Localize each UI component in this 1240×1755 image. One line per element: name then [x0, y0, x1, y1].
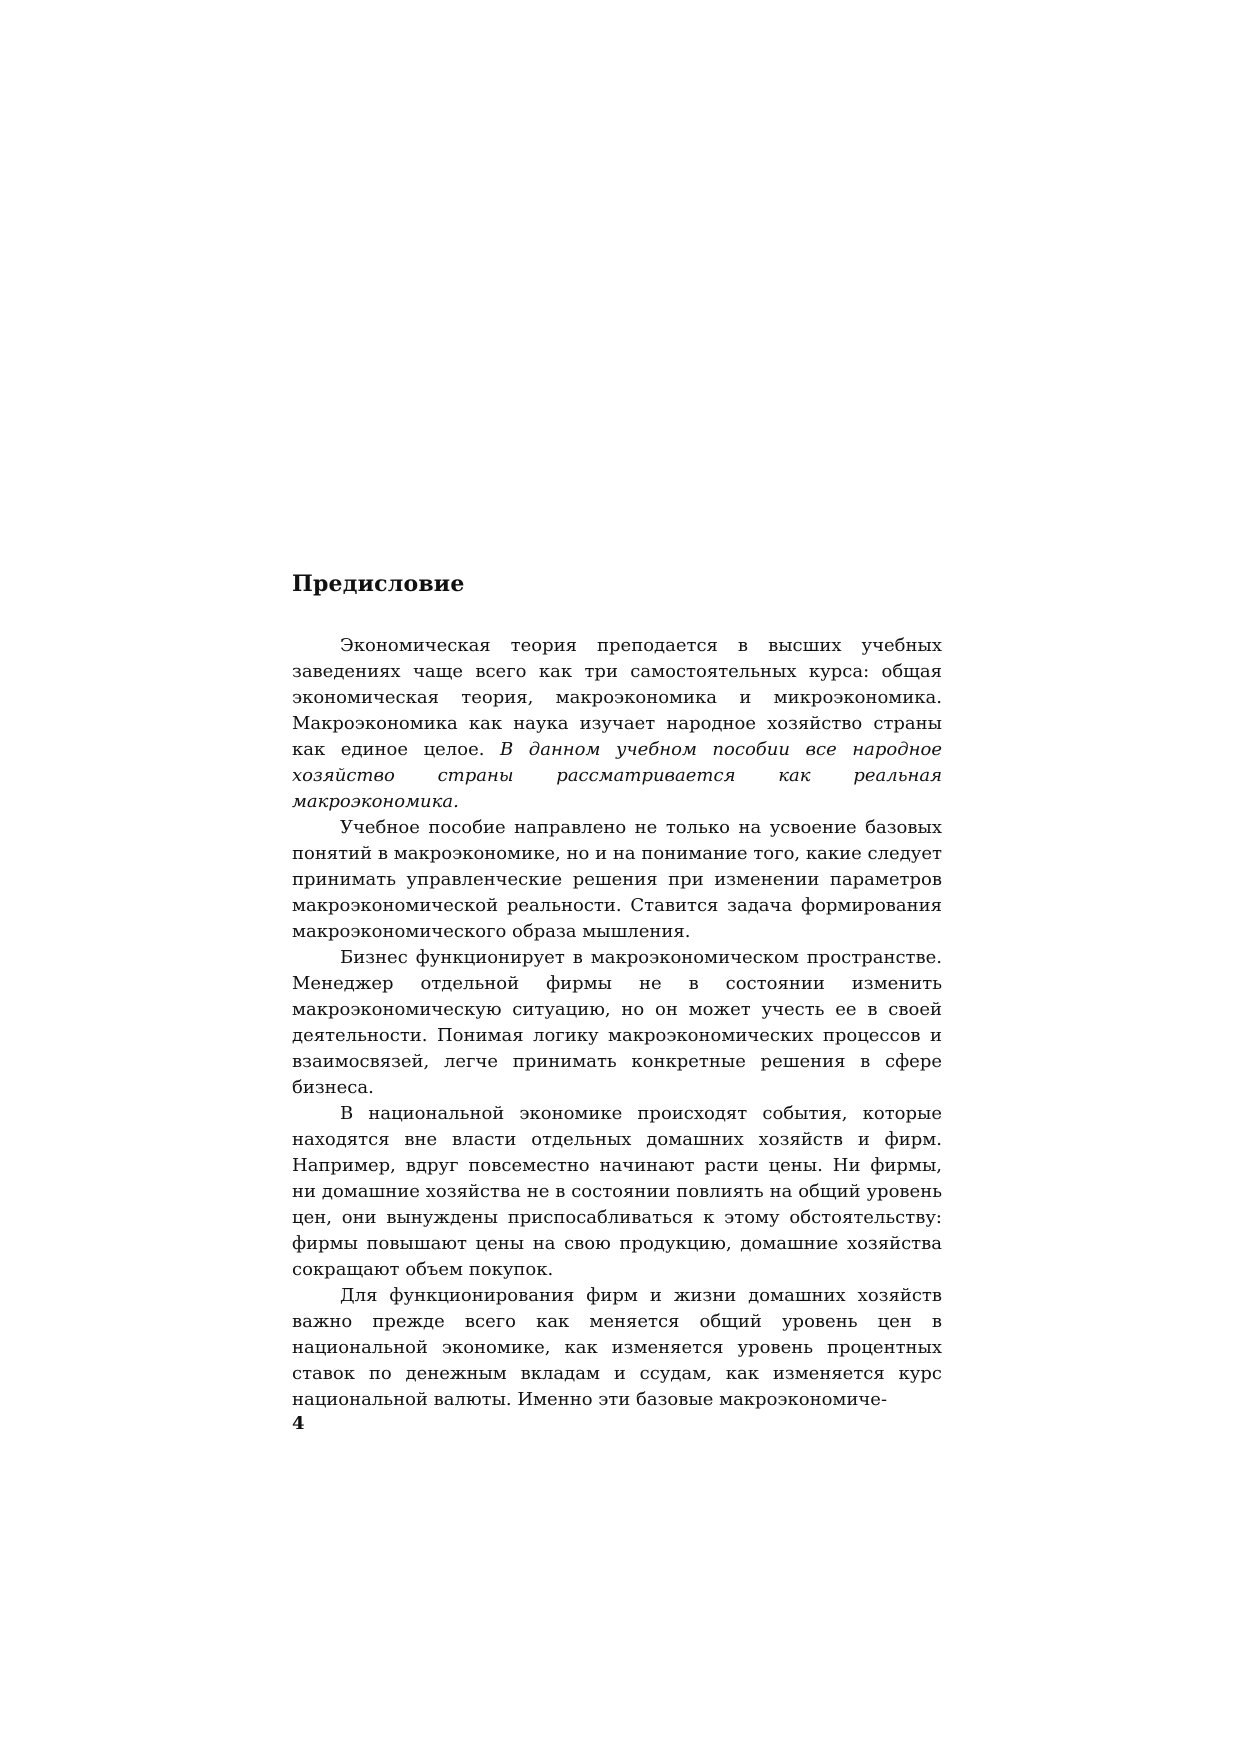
paragraph-1: [292, 633, 942, 815]
paragraph-1-text: Экономическая теория преподается в высших учебных заведениях чаще всего как три самостоятельных курса: общая экономическая теория, макроэкономика и микроэкономика. Макроэкономика как наука изучает народное хозяйство страны как единое целое.: [292, 635, 942, 760]
body-text: [292, 633, 942, 1413]
paragraph-4: В национальной экономике происходят события, которые находятся вне власти отдельных домашних хозяйств и фирм. Например, вдруг повсеместно начинают расти цены. Ни фирмы, ни домашние хозяйства не в состоянии повлиять на общий уровень цен, они вынуждены приспосабливаться к этому обстоятельству: фирмы повышают цены на свою продукцию, домашние хозяйства сокращают объем покупок.: [292, 1103, 942, 1280]
paragraph-3: Бизнес функционирует в макроэкономическом пространстве. Менеджер отдельной фирмы не в состоянии изменить макроэкономическую ситуацию, но он может учесть ее в своей деятельности. Понимая логику макроэкономических процессов и взаимосвязей, легче принимать конкретные решения в сфере бизнеса.: [292, 947, 942, 1098]
page-title: Предисловие: [292, 571, 465, 597]
page-number: 4: [292, 1413, 305, 1434]
paragraph-1-italic: В данном учебном пособии все народное хозяйство страны рассматривается как реальная макроэкономика.: [292, 739, 942, 812]
paragraph-5: Для функционирования фирм и жизни домашних хозяйств важно прежде всего как меняется общий уровень цен в национальной экономике, как изменяется уровень процентных ставок по денежным вкладам и ссудам, как изменяется курс национальной валюты. Именно эти базовые макроэкономиче-: [292, 1285, 942, 1410]
paragraph-2: Учебное пособие направлено не только на усвоение базовых понятий в макроэкономике, но и на понимание того, какие следует принимать управленческие решения при изменении параметров макроэкономической реальности. Ставится задача формирования макроэкономического образа мышления.: [292, 817, 942, 942]
